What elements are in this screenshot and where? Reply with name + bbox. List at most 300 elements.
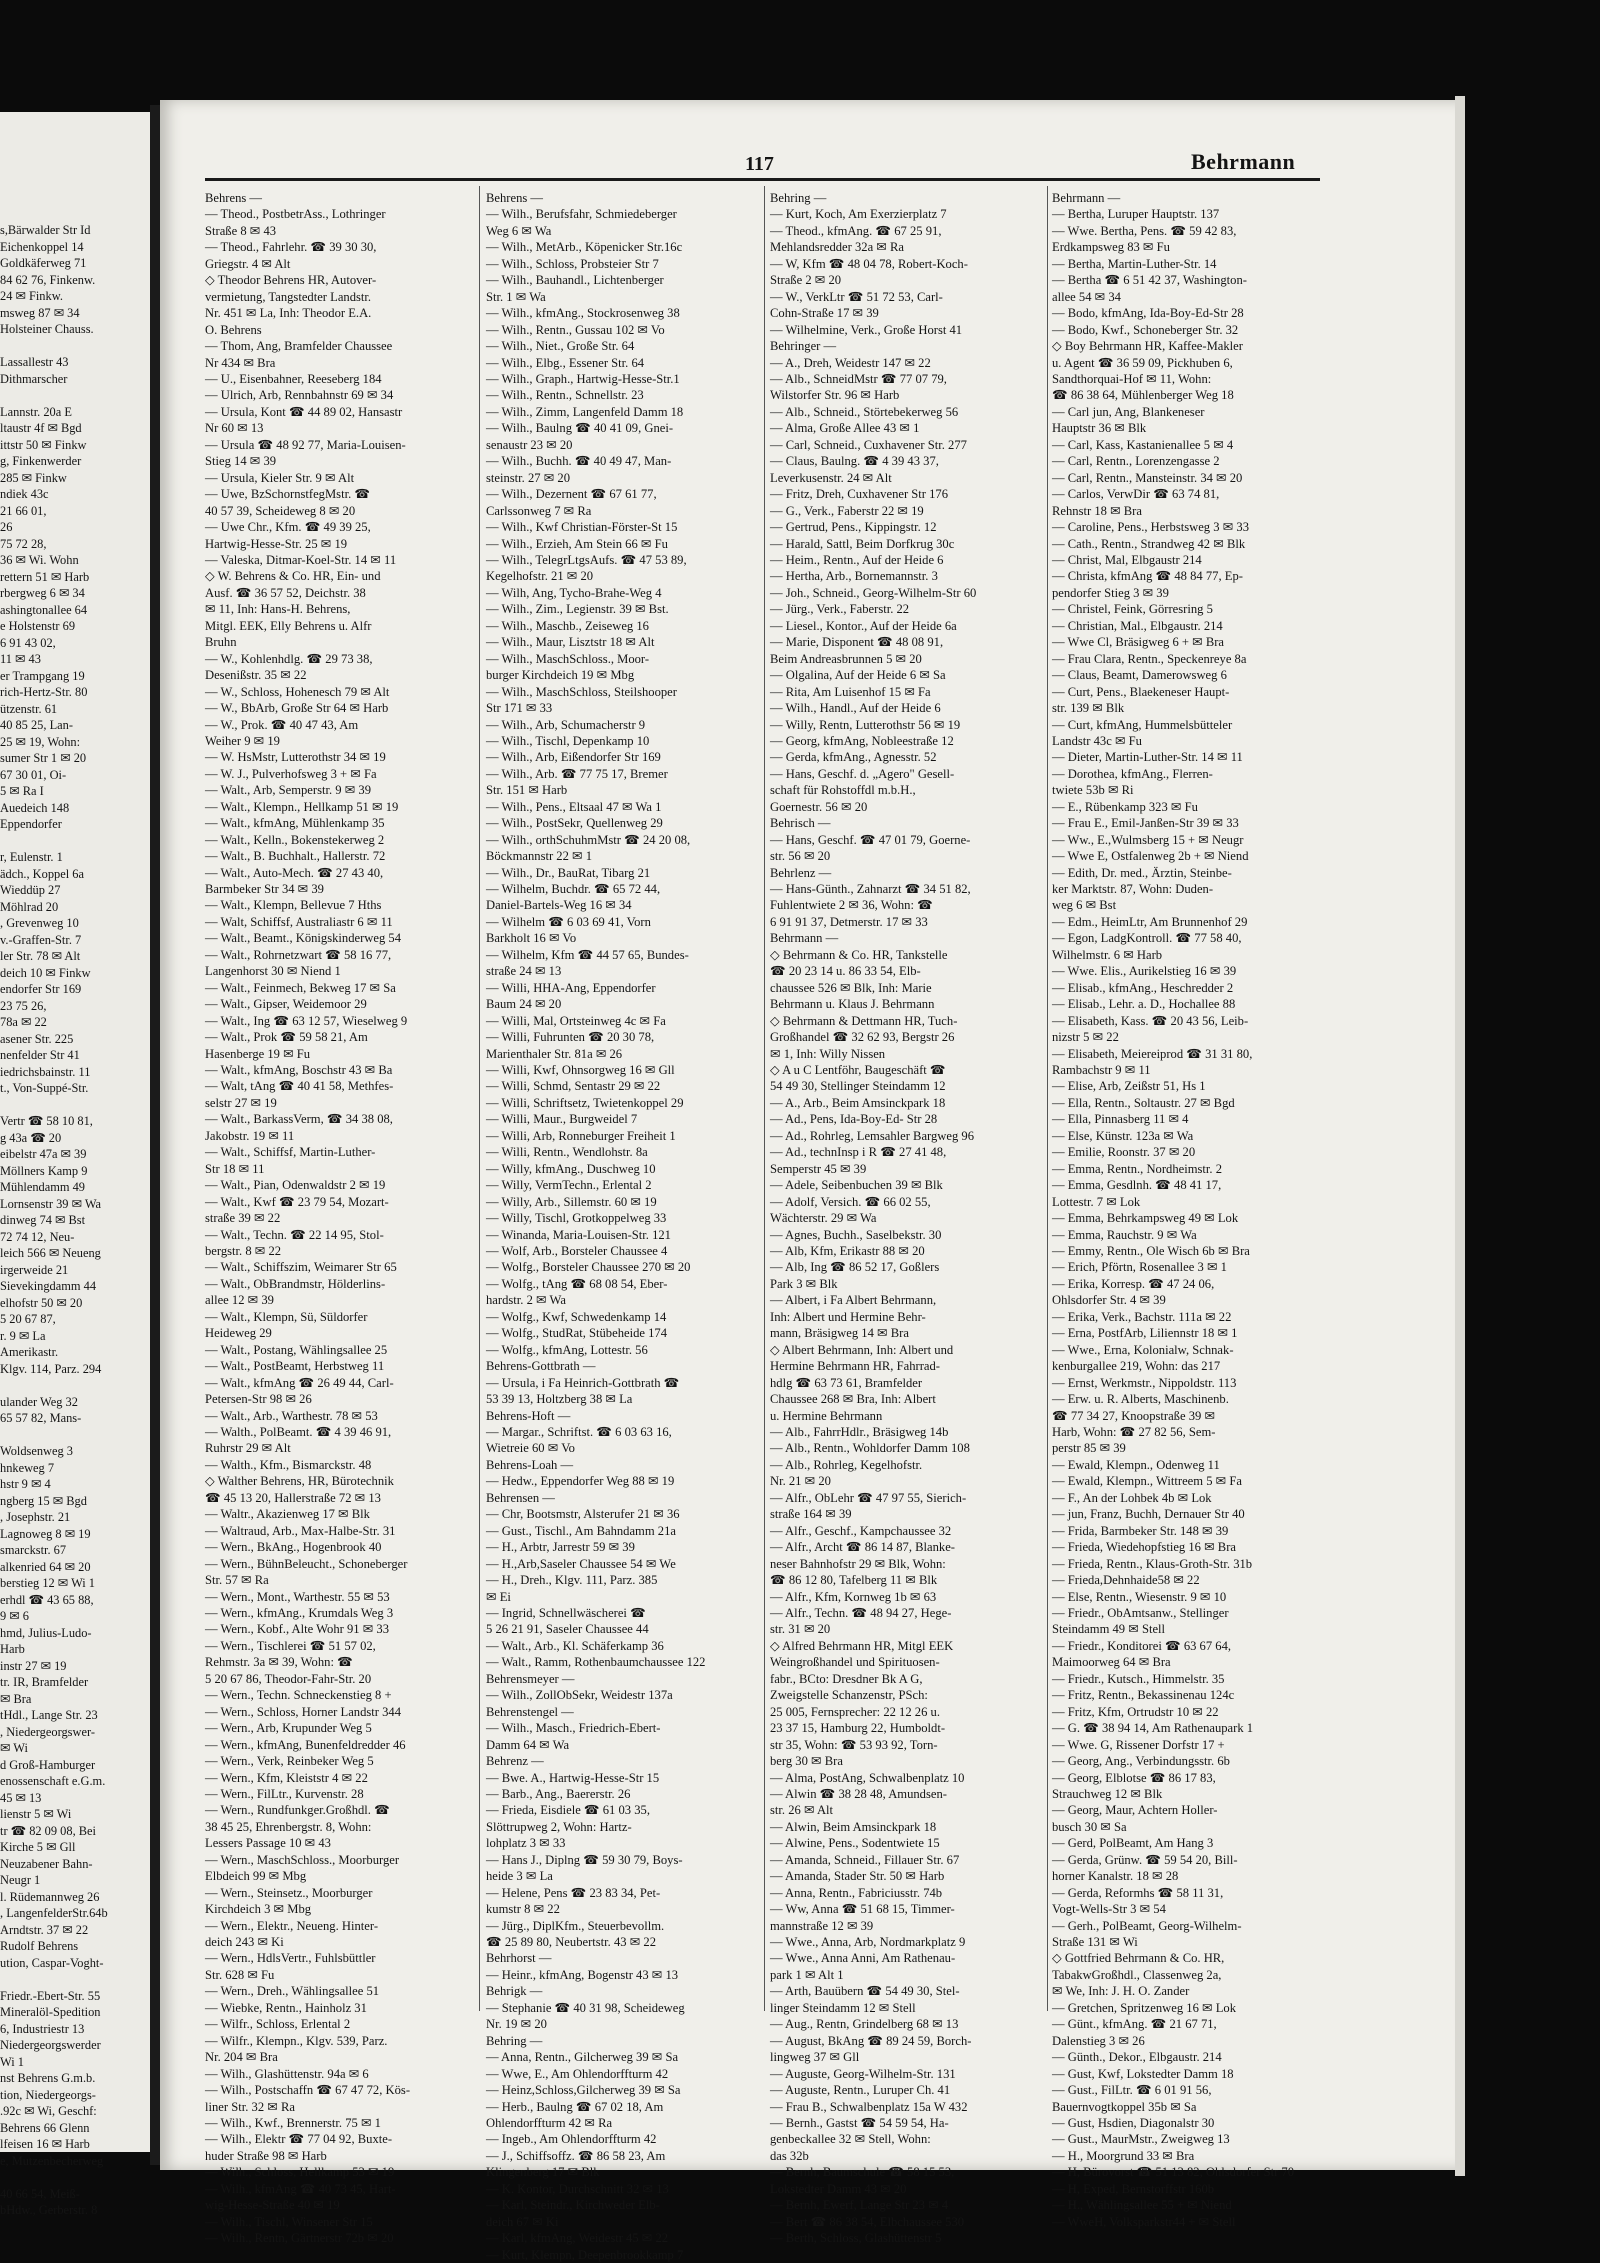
directory-entry-line: — Wern., Steinsetz., Moorburger [205,1885,373,1900]
directory-entry-line: — Arth, Bauübern ☎ 54 49 30, Stel- [770,1984,960,1999]
facing-page-line: bHdw., Gerberstr. 8 [0,2203,98,2217]
directory-entry-line: — Walt., Gipser, Weidemoor 29 [205,997,367,1012]
directory-entry-line: — Thom, Ang, Bramfelder Chaussee [205,339,393,354]
facing-page-line [0,1971,148,1988]
facing-page-line: 285 ✉ Finkw [0,470,67,485]
directory-entry-line: — Wern., HdlsVertr., Fuhlsbüttler [205,1951,376,1966]
facing-page-line: 72 74 12, Neu- [0,1229,75,1244]
directory-entry-line: Behrens-Loah — [486,1457,574,1472]
directory-entry-line: — Uwe, BzSchornstfegMstr. ☎ [205,487,371,502]
facing-page-line: 6, Industriestr 13 [0,2021,85,2036]
directory-entry-line: — U., Eisenbahner, Reeseberg 184 [205,371,382,386]
directory-entry-line: — Walt., kfmAng, Mühlenkamp 35 [205,816,385,831]
directory-entry-line: burger Kirchdeich 19 ✉ Mbg [486,668,635,683]
directory-entry-line: Strauchweg 12 ✉ Blk [1052,1786,1163,1801]
directory-entry-line: — Wilh., Rentn., Gussau 102 ✉ Vo [486,322,665,337]
directory-entry-line: — Hertha, Arb., Bornemannstr. 3 [770,569,938,584]
facing-page-line: smarckstr. 67 [0,1543,67,1557]
directory-entry-line: — WweH, Volksparkstr44 + ✉ Stell [1052,2214,1236,2229]
header-rule [205,178,1320,181]
directory-entry-line: Griegstr. 4 ✉ Alt [205,256,291,271]
directory-entry-line: — W, Kfm ☎ 48 04 78, Robert-Koch- [770,256,968,271]
directory-entry-line: — Elisab., Lehr. a. D., Hochallee 88 [1052,997,1236,1012]
facing-page-line: Arndtstr. 37 ✉ 22 [0,1922,89,1937]
directory-entry-line: Hartwig-Hesse-Str. 25 ✉ 19 [205,536,348,551]
directory-entry-line: — Karl, kfmAng, Weidestr 45 ✉ 22 [486,2231,669,2246]
directory-entry-line: Chaussee 268 ✉ Bra, Inh: Albert [770,1392,936,1407]
directory-entry-line: Inh: Albert und Hermine Behr- [770,1309,926,1324]
directory-entry-line: — Emilie, Roonstr. 37 ✉ 20 [1052,1145,1196,1160]
directory-entry-line: — Wilh., Baulng ☎ 40 41 09, Gnei- [486,421,674,436]
facing-page-line: ler Str. 78 ✉ Alt [0,949,81,963]
directory-entry-line: — Wilh., Berufsfahr, Schmiedeberger [486,207,677,222]
directory-entry-line: — Erich, Pförtn, Rosenallee 3 ✉ 1 [1052,1260,1227,1275]
directory-entry-line: Nr. 204 ✉ Bra [205,2050,278,2065]
directory-entry-line: — Wolfg., tAng ☎ 68 08 54, Eber- [486,1276,668,1291]
facing-page-line [0,1427,148,1444]
directory-entry-line: — Alfr., ObLehr ☎ 47 97 55, Sierich- [770,1490,967,1505]
directory-entry-line: — Gerda, Reformhs ☎ 58 11 31, [1052,1885,1224,1900]
directory-entry-line: nizstr 5 ✉ 22 [1052,1030,1119,1045]
directory-entry-line: hdlg ☎ 63 73 61, Bramfelder [770,1375,923,1390]
facing-page-line: 11 ✉ 43 [0,652,41,666]
facing-page-line: er Trampgang 19 [0,668,85,683]
directory-entry-line: ☎ 45 13 20, Hallerstraße 72 ✉ 13 [205,1490,381,1505]
directory-entry-line: 54 49 30, Stellinger Steindamm 12 [770,1079,946,1094]
directory-entry-line: — Margar., Schriftst. ☎ 6 03 63 16, [486,1424,672,1439]
facing-page-line: Eppendorfer [0,817,62,831]
directory-column-2 [486,190,760,2263]
directory-entry-line: — A., Dreh, Weidestr 147 ✉ 22 [770,355,931,370]
directory-entry-line: — H.,Arb,Saseler Chaussee 54 ✉ We [486,1556,676,1571]
directory-entry-line: — Walt., Schiffszim, Weimarer Str 65 [205,1260,397,1275]
directory-entry-line: ◇ Albert Behrmann, Inh: Albert und [770,1342,954,1357]
directory-entry-line: Str 171 ✉ 33 [486,701,553,716]
running-head: Behrmann [1191,149,1296,174]
directory-entry-line: — Carl, Rentn., Lorenzengasse 2 [1052,454,1220,469]
directory-entry-line: 5 26 21 91, Saseler Chaussee 44 [486,1622,649,1637]
directory-entry-line: — Wilh., Dezernent ☎ 67 61 77, [486,487,657,502]
facing-page-line: Amerikastr. [0,1345,59,1359]
directory-entry-line: — Christian, Mal., Elbgaustr. 214 [1052,618,1223,633]
directory-entry-line: das 32b [770,2148,809,2163]
directory-entry-line: kumstr 8 ✉ 22 [486,1902,560,1917]
directory-entry-line: — Walt., Techn. ☎ 22 14 95, Stol- [205,1227,384,1242]
directory-entry-line: — Carlos, VerwDir ☎ 63 74 81, [1052,487,1220,502]
facing-page-line: 21 66 01, [0,503,47,518]
directory-entry-line: ◇ Theodor Behrens HR, Autover- [205,273,377,288]
directory-entry-line: — Gretchen, Spritzenweg 16 ✉ Lok [1052,2000,1237,2015]
directory-entry-line: — Emma, Rentn., Nordheimstr. 2 [1052,1161,1222,1176]
directory-entry-line: Weingroßhandel und Spirituosen- [770,1655,940,1670]
directory-entry-line: — Theod., PostbetrAss., Lothringer [205,207,386,222]
directory-entry-line: Nr 434 ✉ Bra [205,355,276,370]
facing-page-line: ützenstr. 61 [0,701,58,716]
facing-page-line: sumer Str 1 ✉ 20 [0,751,87,765]
directory-entry-line: — G., Verk., Faberstr 22 ✉ 19 [770,503,924,518]
directory-entry-line: — Wern., BkAng., Hogenbrook 40 [205,1540,382,1555]
directory-entry-line: Wilhelmstr. 6 ✉ Harb [1052,947,1163,962]
directory-entry-line: — Adele, Seibenbuchen 39 ✉ Blk [770,1178,943,1193]
facing-page-line: deich 10 ✉ Finkw [0,965,91,980]
directory-entry-line: — Ewald, Klempn., Odenweg 11 [1052,1457,1220,1472]
directory-entry-line: horner Kanalstr. 18 ✉ 28 [1052,1869,1179,1884]
directory-entry-line: Behrensmeyer — [486,1671,575,1686]
directory-entry-line: u. Agent ☎ 36 59 09, Pickhuben 6, [1052,355,1233,370]
directory-entry-line: Elbdeich 99 ✉ Mbg [205,1869,307,1884]
directory-entry-line: — Barb., Ang., Baererstr. 26 [486,1786,631,1801]
directory-entry-line: — Carl, Rentn., Mansteinstr. 34 ✉ 20 [1052,470,1243,485]
directory-entry-line: — Wern., Kfm, Kleiststr 4 ✉ 22 [205,1770,368,1785]
page-edge [1455,96,1465,2176]
directory-entry-line: — Ella, Pinnasberg 11 ✉ 4 [1052,1112,1189,1127]
directory-entry-line: — Heinz,Schloss,Gilcherweg 39 ✉ Sa [486,2083,681,2098]
directory-entry-line: — F., An der Lohbek 4b ✉ Lok [1052,1490,1212,1505]
directory-entry-line: — Emma, Behrkampsweg 49 ✉ Lok [1052,1211,1239,1226]
directory-entry-line: ◇ Alfred Behrmann HR, Mitgl EEK [770,1638,954,1653]
directory-entry-line: Böckmannstr 22 ✉ 1 [486,849,593,864]
directory-entry-line: — Bernh, Ewerf, Lange Str 23 ✉ 4 [770,2198,949,2213]
directory-entry-line: — Wilh., Schloss, Hellkamp 53 ✉ 19 [205,2165,395,2180]
facing-page-line: 23 75 26, [0,998,47,1013]
directory-entry-line: u. Hermine Behrmann [770,1408,883,1423]
directory-entry-line: — Emma, Gesdlnh. ☎ 48 41 17, [1052,1178,1222,1193]
directory-entry-line: — Wern., Dreh., Wählingsallee 51 [205,1984,380,1999]
directory-entry-line: — Ernst, Werkmstr., Nippoldstr. 113 [1052,1375,1237,1390]
facing-page-line: 40 66 54, Meiß- [0,2186,80,2201]
facing-page-line: alkenried 64 ✉ 20 [0,1559,91,1574]
directory-entry-line: — H., Wählingsallee 55 + ✉ Niend [1052,2198,1232,2213]
facing-page-line: 40 85 25, Lan- [0,718,73,732]
directory-entry-line: — Willy, Arb., Sillemstr. 60 ✉ 19 [486,1194,657,1209]
directory-entry-line: str 35, Wohn: ☎ 53 93 92, Torn- [770,1737,938,1752]
facing-page-line: ution, Caspar-Voght- [0,1955,104,1970]
directory-entry-line: — Alb., Rentn., Wohldorfer Damm 108 [770,1441,970,1456]
directory-entry-line: ✉ We, Inh: J. H. O. Zander [1052,1984,1190,1999]
facing-page-line [0,1377,148,1394]
directory-entry-line: — Willi, Arb, Ronneburger Freiheit 1 [486,1128,676,1143]
directory-entry-line: — Walt., Kwf ☎ 23 79 54, Mozart- [205,1194,389,1209]
directory-entry-line: — Hans, Geschf. ☎ 47 01 79, Goerne- [770,832,971,847]
directory-entry-line: Ohlsdorfer Str. 4 ✉ 39 [1052,1293,1166,1308]
directory-entry-line: — Walt., Postang, Wählingsallee 25 [205,1342,388,1357]
directory-entry-line: ✉ 1, Inh: Willy Nissen [770,1046,886,1061]
directory-entry-line: — Georg, Ang., Verbindungsstr. 6b [1052,1754,1230,1769]
directory-entry-line: Weg 6 ✉ Wa [486,223,552,238]
facing-page-line: ✉ Wi [0,1741,28,1755]
directory-entry-line: — Joh., Schneid., Georg-Wilhelm-Str 60 [770,585,977,600]
facing-page-line: hstr 9 ✉ 4 [0,1477,51,1491]
directory-entry-line: — Wilh., Schloss, Probsteier Str 7 [486,256,659,271]
directory-entry-line: str. 31 ✉ 20 [770,1622,831,1637]
directory-entry-line: — Anna, Rentn., Gilcherweg 39 ✉ Sa [486,2050,679,2065]
directory-entry-line: Dalenstieg 3 ✉ 26 [1052,2033,1145,2048]
directory-entry-line: — Caroline, Pens., Herbstsweg 3 ✉ 33 [1052,520,1249,535]
facing-page-line: .92c ✉ Wi, Geschf: [0,2104,97,2118]
facing-page-line: Vertr ☎ 58 10 81, [0,1114,93,1128]
directory-entry-line: pendorfer Stieg 3 ✉ 39 [1052,585,1169,600]
directory-entry-line: — A., Arb., Beim Amsinckpark 18 [770,1095,946,1110]
directory-entry-line: lohplatz 3 ✉ 33 [486,1836,566,1851]
directory-entry-line: — Alma, PostAng, Schwalbenplatz 10 [770,1770,965,1785]
directory-entry-line: Carlssonweg 7 ✉ Ra [486,503,592,518]
directory-entry-line: — Wilh., TelegrLtgsAufs. ☎ 47 53 89, [486,552,687,567]
directory-entry-line: — Wwe. Bertha, Pens. ☎ 59 42 83, [1052,223,1237,238]
directory-entry-line: Behrens — [205,191,263,205]
directory-entry-line: mann, Bräsigweg 14 ✉ Bra [770,1326,909,1341]
directory-entry-line: — Amanda, Stader Str. 50 ✉ Harb [770,1869,945,1884]
directory-entry-line: — Aug., Rentn, Grindelberg 68 ✉ 13 [770,2017,959,2032]
directory-entry-line: — Wilhelm ☎ 6 03 69 41, Vorn [486,914,651,929]
directory-entry-line: — Wern., kfmAng., Krumdals Weg 3 [205,1605,394,1620]
directory-entry-line: — Willi, HHA-Ang, Eppendorfer [486,980,656,995]
directory-entry-line: — Fritz, Kfm, Ortrudstr 10 ✉ 22 [1052,1704,1219,1719]
facing-page-line: 5 ✉ Ra I [0,784,44,798]
directory-entry-line: — Ulrich, Arb, Rennbahnstr 69 ✉ 34 [205,388,394,403]
facing-page-line: iedrichsbainstr. 11 [0,1064,91,1079]
directory-entry-line: — Elisabeth, Meiereiprod ☎ 31 31 80, [1052,1046,1253,1061]
directory-entry-line: — H., Dreh., Klgv. 111, Parz. 385 [486,1573,658,1588]
directory-entry-line: Behrlenz — [770,865,832,880]
directory-entry-line: — Friedr., Kutsch., Himmelstr. 35 [1052,1671,1225,1686]
directory-entry-line: — Rita, Am Luisenhof 15 ✉ Fa [770,684,931,699]
directory-entry-line: — Ww., E.,Wulmsberg 15 + ✉ Neugr [1052,832,1244,847]
directory-entry-line: — Gerda, Grünw. ☎ 59 54 20, Bill- [1052,1852,1238,1867]
directory-entry-line: ✉ Ei [486,1589,511,1604]
directory-entry-line: Nr 60 ✉ 13 [205,421,264,436]
directory-entry-line: — Willy, Rentn, Lutterothstr 56 ✉ 19 [770,717,961,732]
directory-entry-line: Sandthorquai-Hof ✉ 11, Wohn: [1052,371,1212,386]
directory-entry-line: — Gerda, kfmAng., Agnesstr. 52 [770,750,937,765]
directory-entry-line: — Alb., Schneid., Störtebekerweg 56 [770,404,959,419]
directory-entry-line: — Frau Clara, Rentn., Speckenreye 8a [1052,651,1247,666]
directory-entry-line: vermietung, Tangstedter Landstr. [205,289,372,304]
facing-page-line: , Grevenweg 10 [0,916,79,930]
directory-entry-line: Langenhorst 30 ✉ Niend 1 [205,964,341,979]
facing-page-line: s,Bärwalder Str Id [0,223,91,237]
facing-page-line: dinweg 74 ✉ Bst [0,1213,86,1227]
directory-entry-line: — Walt., Arb., Warthestr. 78 ✉ 53 [205,1408,378,1423]
directory-entry-line: — H, Exped, Bernstorffstr 160b [1052,2181,1215,2196]
directory-entry-line: Stieg 14 ✉ 39 [205,454,277,469]
facing-page-line: Mühlendamm 49 [0,1180,86,1194]
directory-entry-line: 5 20 67 86, Theodor-Fahr-Str. 20 [205,1671,372,1686]
directory-entry-line: — Walt., ObBrandmstr, Hölderlins- [205,1276,386,1291]
directory-entry-line: — Bwe. A., Hartwig-Hesse-Str 15 [486,1770,660,1785]
directory-entry-line: — Ww, Anna ☎ 51 68 15, Timmer- [770,1902,955,1917]
directory-entry-line: — Wilh., Elektr ☎ 77 04 92, Buxte- [205,2132,393,2147]
directory-entry-line: liner Str. 32 ✉ Ra [205,2099,295,2114]
directory-entry-line: — Wilh., Glashüttenstr. 94a ✉ 6 [205,2066,369,2081]
facing-page-line: instr 27 ✉ 19 [0,1658,67,1673]
facing-page-line: 24 ✉ Finkw. [0,289,63,303]
directory-entry-line: — Ursula, Kont ☎ 44 89 02, Hansastr [205,404,403,419]
facing-page-line [0,833,148,850]
directory-entry-line: Mehlandsredder 32a ✉ Ra [770,240,904,255]
directory-entry-line: ◇ W. Behrens & Co. HR, Ein- und [205,569,381,584]
directory-entry-line: — Ad., Rohrleg, Lemsahler Bargweg 96 [770,1128,975,1143]
directory-entry-line: — Wilh., Rentn., Schnellstr. 23 [486,388,644,403]
directory-entry-line: Beim Andreasbrunnen 5 ✉ 20 [770,651,922,666]
facing-page-line: lienstr 5 ✉ Wi [0,1807,72,1821]
directory-entry-line: hardstr. 2 ✉ Wa [486,1293,566,1308]
facing-page-line: r, Eulenstr. 1 [0,850,63,864]
facing-page-line: 5 20 67 87, [0,1312,56,1326]
directory-entry-line: — Walt, Schiffsf, Australiastr 6 ✉ 11 [205,914,393,929]
directory-entry-line: — Wilh., Masch., Friedrich-Ebert- [486,1721,661,1736]
directory-entry-line: — Alwin ☎ 38 28 48, Amundsen- [770,1786,947,1801]
directory-entry-line: Kirchdeich 3 ✉ Mbg [205,1902,312,1917]
directory-entry-line: — Berth, Schloss, Glashüttenstr 5 [770,2231,942,2246]
directory-entry-line: — Alfr., Techn. ☎ 48 94 27, Hege- [770,1605,952,1620]
directory-entry-line: allee 12 ✉ 39 [205,1293,274,1308]
facing-page-line: , Josephstr. 21 [0,1510,71,1524]
directory-entry-line: — Willi, Schriftsetz, Twietenkoppel 29 [486,1095,684,1110]
facing-page-line: g, Finkenwerder [0,454,82,468]
directory-entry-line: — Bertha, Martin-Luther-Str. 14 [1052,256,1217,271]
facing-page-line: hnkeweg 7 [0,1460,55,1475]
directory-entry-line: Erdkampsweg 83 ✉ Fu [1052,240,1170,255]
directory-entry-line: kenburgallee 219, Wohn: das 217 [1052,1359,1221,1374]
directory-entry-line: — Bertha, Luruper Hauptstr. 137 [1052,207,1220,222]
facing-page-line: rettern 51 ✉ Harb [0,569,90,584]
directory-entry-line: — Wilh., kfmAng ☎ 40 73 45, Hart- [205,2181,396,2196]
directory-entry-line: — Wern., Arb, Krupunder Weg 5 [205,1721,372,1736]
facing-page-line: tion, Niedergeorgs- [0,2087,96,2102]
facing-page-line: rich-Hertz-Str. 80 [0,685,88,699]
directory-entry-line: Fuhlentwiete 2 ✉ 36, Wohn: ☎ [770,898,933,913]
directory-entry-line: Marienthaler Str. 81a ✉ 26 [486,1046,623,1061]
facing-page-line: Mineralöl-Spedition [0,2005,101,2019]
directory-entry-line: — Walt., BarkassVerm, ☎ 34 38 08, [205,1112,393,1127]
directory-entry-line: ◇ Gottfried Behrmann & Co. HR, [1052,1951,1225,1966]
directory-entry-line: — Friedr., ObAmtsanw., Stellinger [1052,1605,1229,1620]
directory-entry-line: — Wilh., MetArb., Köpenicker Str.16c [486,240,683,255]
directory-entry-line: 53 39 13, Holtzberg 38 ✉ La [486,1392,633,1407]
facing-page-line: 26 [0,520,13,534]
directory-entry-line: Desenißstr. 35 ✉ 22 [205,668,307,683]
facing-page-line: Woldsenweg 3 [0,1444,73,1458]
directory-entry-line: Ohlendorffturm 42 ✉ Ra [486,2116,613,2131]
directory-entry-line: — Adolf, Versich. ☎ 66 02 55, [770,1194,931,1209]
facing-page-line: Neuzabener Bahn- [0,1856,93,1871]
directory-entry-line: senaustr 23 ✉ 20 [486,437,573,452]
facing-page-line: Dithmarscher [0,371,68,386]
directory-entry-line: — Gust., Tischl., Am Bahndamm 21a [486,1523,676,1538]
directory-entry-line: — Claus, Beamt, Damerowsweg 6 [1052,668,1227,683]
directory-entry-line: — Theod., kfmAng. ☎ 67 25 91, [770,223,942,238]
directory-entry-line: — Wern., Verk, Reinbeker Weg 5 [205,1754,374,1769]
directory-entry-line: — Alfr., Kfm, Kornweg 1b ✉ 63 [770,1589,937,1604]
directory-entry-line: Park 3 ✉ Blk [770,1276,838,1291]
directory-entry-line: chaussee 526 ✉ Blk, Inh: Marie [770,980,932,995]
directory-entry-line: — Willi, Schmd, Sentastr 29 ✉ 22 [486,1079,661,1094]
directory-entry-line: — Wilh., Bauhandl., Lichtenberger [486,273,664,288]
directory-entry-line: selstr 27 ✉ 19 [205,1095,277,1110]
directory-entry-line: — Willi, Kwf, Ohnsorgweg 16 ✉ Gll [486,1063,675,1078]
directory-entry-line: deich 67 ✉ Ki [486,2214,559,2229]
directory-entry-line: — Frau E., Emil-Janßen-Str 39 ✉ 33 [1052,816,1239,831]
directory-entry-line: Hermine Behrmann HR, Fahrrad- [770,1359,940,1374]
directory-entry-line: — Walt., Arb, Semperstr. 9 ✉ 39 [205,783,372,798]
directory-entry-line: Behrisch — [770,816,831,831]
directory-column-3 [770,190,1044,2247]
directory-entry-line: ker Marktstr. 87, Wohn: Duden- [1052,882,1214,897]
facing-page-line: l. Rüdemannweg 26 [0,1889,100,1904]
directory-entry-line: Behrhorst — [486,1951,552,1966]
facing-page-line: tHdl., Lange Str. 23 [0,1708,98,1722]
directory-entry-line: — Ursula, i Fa Heinrich-Gottbrath ☎ [486,1375,680,1390]
directory-entry-line: — Albert, i Fa Albert Behrmann, [770,1293,937,1308]
directory-entry-line: Hasenberge 19 ✉ Fu [205,1046,311,1061]
directory-entry-line: mannstraße 12 ✉ 39 [770,1918,874,1933]
facing-page-line: ashingtonallee 64 [0,602,88,617]
directory-entry-line: Behrigk — [486,1984,543,1999]
directory-entry-line: — H, Bürovorst ☎ 51 13 82, Ohlsdorfer Str 70 [1052,2165,1295,2180]
directory-entry-line: neser Bahnhofstr 29 ✉ Blk, Wohn: [770,1556,946,1571]
directory-entry-line: Barkholt 16 ✉ Vo [486,931,577,946]
directory-entry-line: — Walt., Feinmech, Bekweg 17 ✉ Sa [205,980,396,995]
directory-entry-line: — Frieda, Rentn., Klaus-Groth-Str. 31b [1052,1556,1253,1571]
directory-entry-line: — Willy, Tischl, Grotkoppelweg 33 [486,1211,667,1226]
directory-entry-line: — Anna, Rentn., Fabriciusstr. 74b [770,1885,943,1900]
directory-entry-line: — Fritz, Rentn., Bekassinenau 124c [1052,1688,1235,1703]
directory-entry-line: — Kurt, Koch, Am Exerzierplatz 7 [770,207,947,222]
directory-entry-line: Daniel-Bartels-Weg 16 ✉ 34 [486,898,632,913]
directory-entry-line: — Bertha ☎ 6 51 42 37, Washington- [1052,273,1247,288]
directory-entry-line: — J., Schiffsoffz. ☎ 86 58 23, Am [486,2148,666,2163]
facing-page-line: erhdl ☎ 43 65 88, [0,1592,94,1607]
directory-entry-line: — Walt., Rohrnetzwart ☎ 58 16 77, [205,947,392,962]
directory-entry-line: — Wilh., Tischl, Depenkamp 10 [486,733,650,748]
facing-page-line: Wi 1 [0,2054,24,2069]
facing-page-line: e, Mutzenbecherweg [0,2153,104,2168]
directory-entry-line: — Frieda, Wiedehopfstieg 16 ✉ Bra [1052,1540,1236,1555]
directory-entry-line: Behrmann u. Klaus J. Behrmann [770,997,935,1012]
directory-entry-line: — Alb, Kfm, Erikastr 88 ✉ 20 [770,1244,925,1258]
directory-entry-line: — Walt., Beamt., Königskinderweg 54 [205,931,402,946]
directory-entry-line: — W., BbArb, Große Str 64 ✉ Harb [205,701,389,716]
directory-entry-line: — Willy, kfmAng., Duschweg 10 [486,1161,656,1176]
facing-page-line: endorfer Str 169 [0,982,82,996]
directory-entry-line: — Frida, Barmbeker Str. 148 ✉ 39 [1052,1523,1229,1538]
directory-entry-line: — Amanda, Schneid., Fillauer Str. 67 [770,1852,960,1867]
directory-entry-line: — Alwine, Pens., Sodentwiete 15 [770,1836,940,1851]
directory-entry-line: — Willy, VermTechn., Erlental 2 [486,1178,652,1193]
directory-entry-line: berg 30 ✉ Bra [770,1754,843,1769]
facing-page-line: 75 72 28, [0,536,47,551]
directory-entry-line: — Wilh., Tischl, Winsener Str 15 [205,2214,373,2229]
directory-entry-line: — August, BkAng ☎ 89 24 59, Borch- [770,2033,972,2048]
facing-page-line: asener Str. 225 [0,1031,74,1046]
directory-entry-line: Hauptstr 36 ✉ Blk [1052,421,1147,436]
directory-entry-line: — Alfr., Geschf., Kampchaussee 32 [770,1523,952,1538]
directory-entry-line: Lokstedter Damm 43 ✉ 20 [770,2181,907,2196]
directory-entry-line: straße 39 ✉ 22 [205,1211,281,1226]
facing-page-line: ädch., Koppel 6a [0,866,84,881]
directory-entry-line: — Christa, kfmAng ☎ 48 84 77, Ep- [1052,569,1243,584]
column-divider [764,186,765,2011]
directory-entry-line: Behrenz — [486,1754,544,1769]
directory-entry-line: — Wilh., Postschaffn ☎ 67 47 72, Kös- [205,2083,411,2098]
directory-entry-line: steinstr. 27 ✉ 20 [486,470,571,485]
directory-entry-line: Straße 8 ✉ 43 [205,223,277,238]
directory-entry-line: — Ewald, Klempn., Wittreem 5 ✉ Fa [1052,1474,1242,1489]
directory-entry-line: — Wilh., Pens., Eltsaal 47 ✉ Wa 1 [486,799,662,814]
directory-entry-line: — Walth., PolBeamt. ☎ 4 39 46 91, [205,1424,392,1439]
directory-entry-line: — Wilh., Kwf., Brennerstr. 75 ✉ 1 [205,2116,381,2131]
directory-entry-line: — Hans, Geschf. d. „Agero" Gesell- [770,766,955,781]
